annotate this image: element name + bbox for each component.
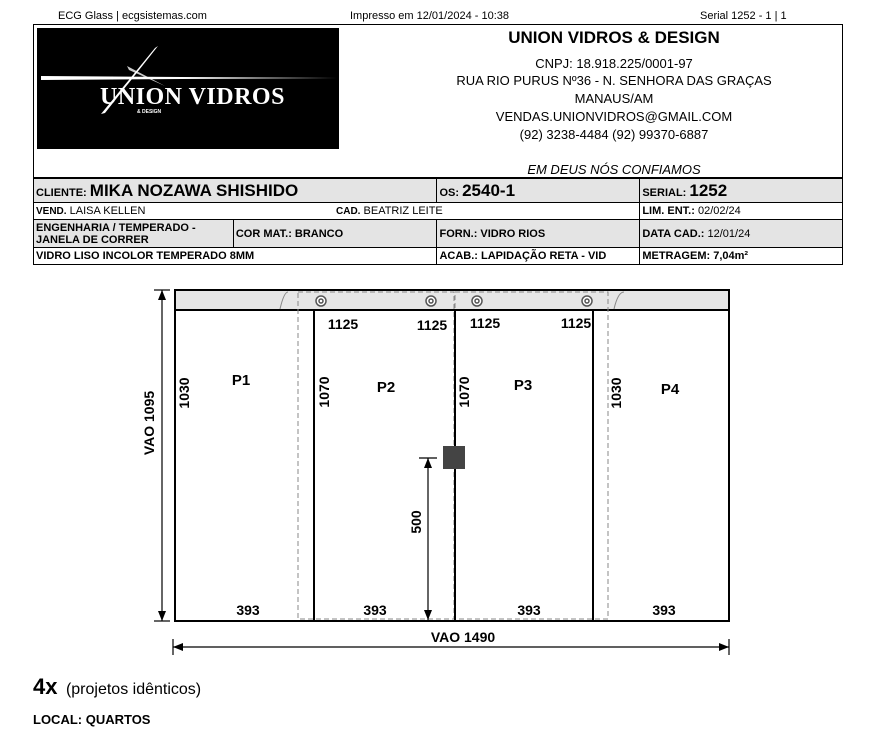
cad-name: BEATRIZ LEITE [363, 205, 443, 217]
product-line2: JANELA DE CORRER [36, 233, 149, 246]
data-cad-cell [640, 220, 843, 248]
company-name: UNION VIDROS & DESIGN [508, 28, 720, 47]
rail-label: 1125 [469, 315, 501, 331]
client-label: CLIENTE: [36, 186, 87, 199]
client-row [34, 179, 843, 203]
sliding-panel-p2-outline [298, 292, 454, 619]
company-header [33, 24, 843, 178]
panel-width: 393 [236, 602, 260, 618]
print-brand: ECG Glass | ecgsistemas.com [58, 10, 207, 22]
data-cad-value: 12/01/24 [707, 227, 751, 240]
glass-cell: VIDRO LISO INCOLOR TEMPERADO 8MM [34, 248, 437, 265]
panel-height: 1030 [608, 377, 624, 409]
cad-label: CAD. [336, 206, 361, 217]
lim-cell [640, 203, 843, 220]
cad-info [336, 205, 443, 217]
data-cad-label: DATA CAD.: [642, 227, 705, 240]
rail-label: 1125 [327, 316, 359, 332]
panel-name: P2 [376, 379, 396, 396]
vend-cell [34, 203, 640, 220]
cor-mat-cell: COR MAT.: BRANCO [233, 220, 437, 248]
quantity-block [33, 674, 201, 700]
lim-label: LIM. ENT.: [642, 205, 695, 217]
window-drawing [0, 280, 876, 660]
panel-width: 393 [363, 602, 387, 618]
vend-row [34, 203, 843, 220]
rail-label: 1125 [560, 315, 592, 331]
company-motto: EM DEUS NÓS CONFIAMOS [527, 162, 701, 177]
os-label: OS: [439, 186, 460, 199]
vao-width-label: VAO 1490 [430, 629, 496, 645]
print-date: Impresso em 12/01/2024 - 10:38 [350, 10, 509, 22]
logo-subtext: & DESIGN [137, 109, 162, 115]
product-cell [34, 220, 234, 248]
company-phones: (92) 3238-4484 (92) 99370-6887 [519, 127, 709, 142]
vend-label: VEND. [36, 206, 67, 217]
product-line1: ENGENHARIA / TEMPERADO - [36, 221, 196, 234]
quantity-note: (projetos idênticos) [65, 681, 202, 698]
client-cell [34, 179, 437, 203]
product-row [34, 220, 843, 248]
forn-cell: FORN.: VIDRO RIOS [437, 220, 640, 248]
serial-label: SERIAL: [642, 186, 687, 199]
panel-height: 1030 [176, 377, 192, 409]
os-number: 2540-1 [462, 180, 516, 200]
company-logo [37, 28, 339, 149]
company-email: VENDAS.UNIONVIDROS@GMAIL.COM [495, 109, 733, 124]
panel-name: P4 [660, 381, 680, 398]
os-cell [437, 179, 640, 203]
top-rail [176, 291, 728, 309]
panel-height: 1070 [316, 376, 332, 408]
serial-number: 1252 [689, 180, 728, 200]
company-cnpj: CNPJ: 18.918.225/0001-97 [535, 56, 693, 71]
acab-cell: ACAB.: LAPIDAÇÃO RETA - VID [437, 248, 640, 265]
glass-row [34, 248, 843, 265]
logo-text: UNION VIDROS [100, 84, 285, 110]
vao-height-label: VAO 1095 [141, 390, 157, 456]
panel-name: P3 [513, 377, 533, 394]
metragem-cell: METRAGEM: 7,04m² [640, 248, 843, 265]
vend-name: LAISA KELLEN [69, 205, 146, 217]
serial-cell [640, 179, 843, 203]
panel-name: P1 [231, 372, 251, 389]
panel-height: 1070 [456, 376, 472, 408]
quantity: 4x [33, 674, 58, 699]
handle-height-label: 500 [408, 510, 424, 534]
order-info-table [33, 178, 843, 265]
company-address: RUA RIO PURUS Nº36 - N. SENHORA DAS GRAÇAS [456, 73, 772, 88]
lim-date: 02/02/24 [697, 205, 741, 217]
print-serial-page: Serial 1252 - 1 | 1 [700, 10, 787, 22]
panel-width: 393 [652, 602, 676, 618]
panel-width: 393 [517, 602, 541, 618]
client-name: MIKA NOZAWA SHISHIDO [89, 180, 299, 200]
company-city: MANAUS/AM [574, 91, 654, 106]
handle-icon [443, 446, 465, 469]
local-label: LOCAL: QUARTOS [33, 712, 151, 727]
sliding-panel-p3-outline [455, 292, 608, 619]
rail-label: 1125 [416, 317, 448, 333]
